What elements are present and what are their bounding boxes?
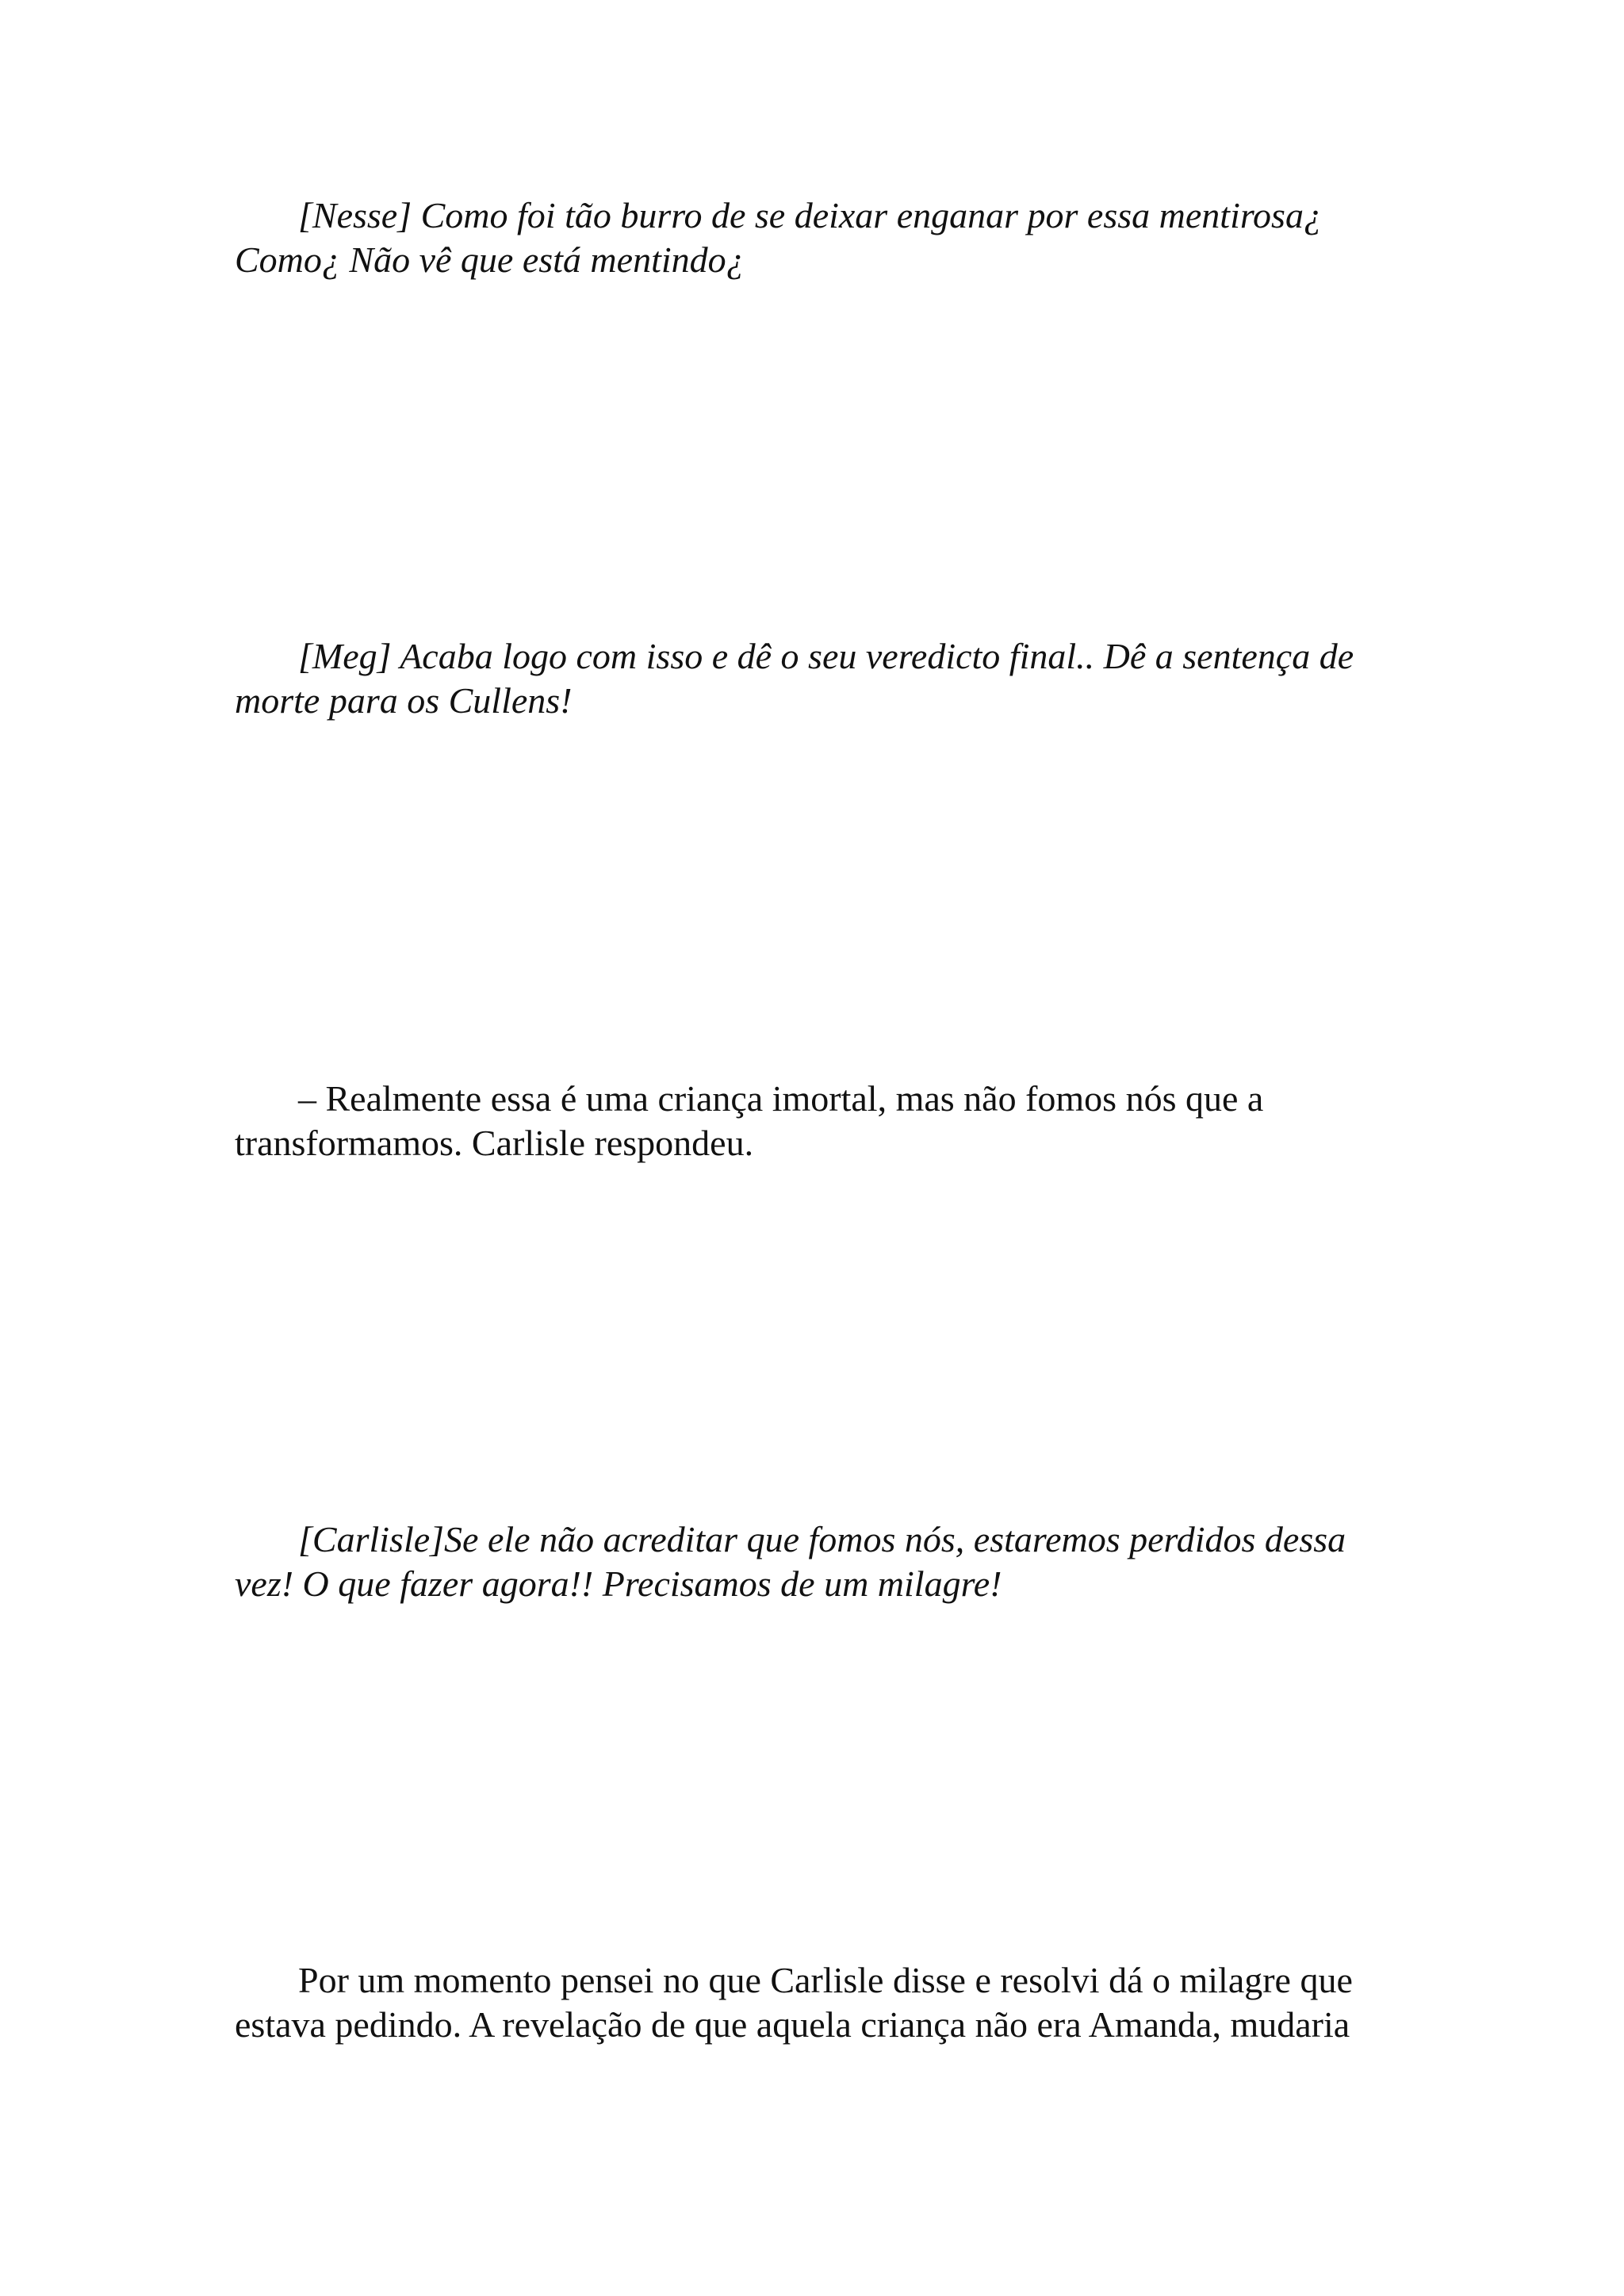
text-line: Como¿ Não vê que está mentindo¿ [235,239,745,280]
text-line: estava pedindo. A revelação de que aquela criança não era Amanda, mudaria [235,2004,1350,2045]
text-line: [Nesse] Como foi tão burro de se deixar enganar por essa mentirosa¿ [298,195,1322,235]
text-line: transformamos. Carlisle respondeu. [235,1123,754,1163]
paragraph-meg-thought [235,634,1392,723]
text-line: morte para os Cullens! [235,680,573,721]
paragraph-nesse-thought [235,193,1392,282]
text-line: [Carlisle]Se ele não acreditar que fomos nós, estaremos perdidos dessa [298,1519,1346,1559]
text-line: [Meg] Acaba logo com isso e dê o seu veredicto final.. Dê a sentença de [298,636,1354,676]
text-line: – Realmente essa é uma criança imortal, mas não fomos nós que a [298,1078,1264,1119]
paragraph-narration [235,1958,1392,2047]
paragraph-carlisle-thought [235,1517,1392,1606]
text-line: Por um momento pensei no que Carlisle disse e resolvi dá o milagre que [298,1960,1353,2000]
paragraph-carlisle-dialogue [235,1077,1392,1165]
text-line: vez! O que fazer agora!! Precisamos de um milagre! [235,1563,1002,1604]
